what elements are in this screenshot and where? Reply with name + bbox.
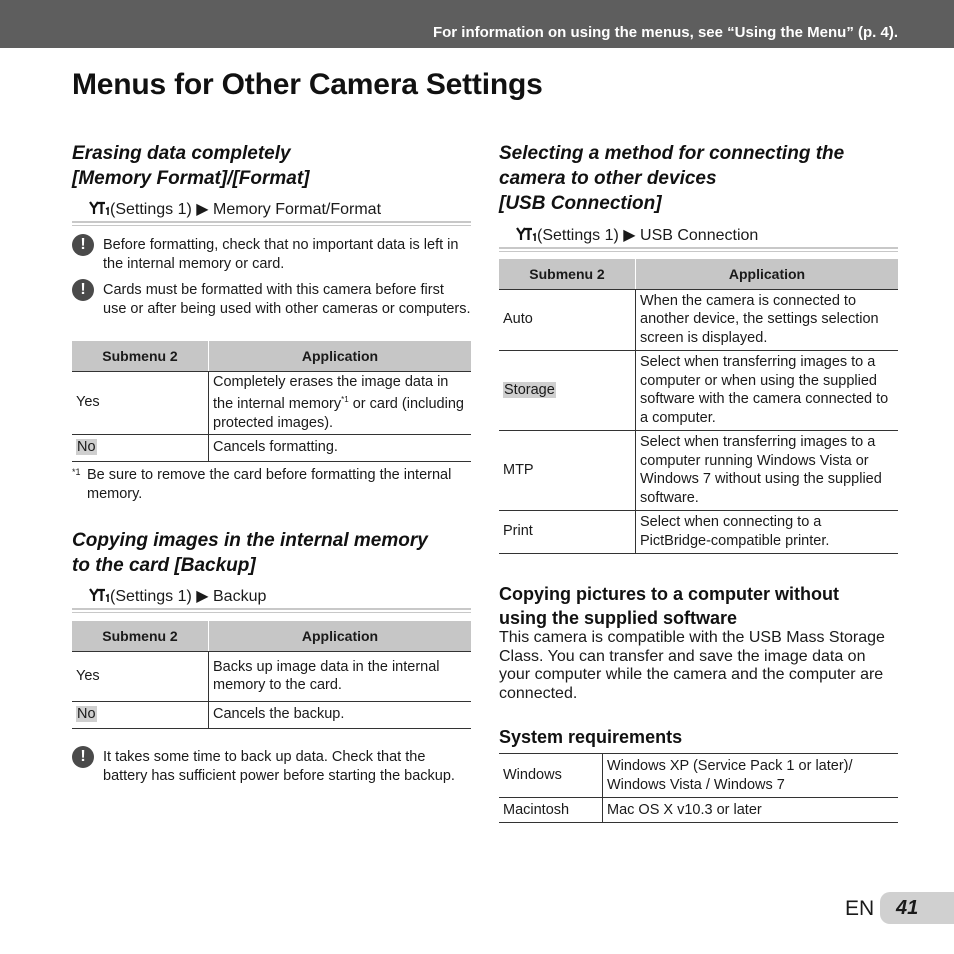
submenu-cell: Yes (72, 371, 209, 434)
caution-icon: ! (72, 746, 94, 768)
settings-wrench-icon (88, 587, 110, 603)
table-row (72, 371, 471, 434)
menu-reference-note: For information on using the menus, see “Using the Menu” (p. 4). (432, 24, 898, 41)
backup-table (72, 621, 471, 729)
submenu-cell: MTP (499, 430, 636, 510)
os-cell: Macintosh (499, 798, 603, 823)
table-row (72, 701, 471, 728)
format-table (72, 341, 471, 462)
requirement-cell: Mac OS X v10.3 or later (603, 798, 899, 823)
settings-wrench-icon (88, 200, 110, 216)
caution-icon: ! (72, 234, 94, 256)
submenu-cell: No (72, 701, 209, 728)
application-cell: Select when transferring images to a computer or when using the supplied software with the camera connected to a computer. (636, 350, 899, 430)
usb-section-title: Selecting a method for connecting the camera to other devices [USB Connection] (499, 143, 845, 214)
page-number: 41 (896, 897, 919, 919)
submenu-cell: Auto (499, 289, 636, 350)
application-cell: Completely erases the image data in the internal memory$^{*1}$ or card (including protected images). (209, 371, 472, 434)
table-row (499, 510, 898, 553)
backup-menu-path (72, 586, 471, 610)
application-cell: Backs up image data in the internal memory to the card. (209, 651, 472, 701)
table-row (499, 798, 898, 823)
table-row (499, 754, 898, 798)
application-cell: When the camera is connected to another device, the settings selection screen is displayed. (636, 289, 899, 350)
language-label: EN (845, 897, 875, 920)
table-header: Submenu 2 (499, 259, 636, 289)
submenu-cell: No (72, 434, 209, 461)
table-header: Submenu 2 (72, 621, 209, 651)
path-rule (499, 247, 898, 252)
copying-section-title: Copying pictures to a computer without using the supplied software (499, 584, 840, 628)
system-requirements-title: System requirements (499, 727, 683, 747)
requirement-cell: Windows XP (Service Pack 1 or later)/ Windows Vista / Windows 7 (603, 754, 899, 798)
submenu-cell: Storage (499, 350, 636, 430)
page-title: Menus for Other Camera Settings (72, 68, 543, 101)
format-menu-path (72, 199, 471, 223)
table-row (499, 289, 898, 350)
application-cell: Cancels formatting. (209, 434, 472, 461)
backup-path-text: (Settings 1) ▶ Backup (110, 588, 267, 605)
application-cell: Cancels the backup. (209, 701, 472, 728)
os-cell: Windows (499, 754, 603, 798)
table-row (72, 434, 471, 461)
application-cell: Select when transferring images to a computer running Windows Vista or Windows 7 without using the supplied software. (636, 430, 899, 510)
usb-table (499, 259, 898, 554)
table-row (72, 651, 471, 701)
settings-wrench-icon (515, 226, 537, 242)
format-section-title: Erasing data completely [Memory Format]/[Format] (72, 143, 310, 189)
usb-menu-path (499, 225, 898, 249)
table-header: Application (209, 621, 472, 651)
usb-path-text: (Settings 1) ▶ USB Connection (537, 227, 759, 244)
table-header: Submenu 2 (72, 341, 209, 371)
path-rule (72, 221, 471, 226)
table-row (499, 350, 898, 430)
top-banner (0, 0, 954, 48)
system-requirements-table (499, 753, 898, 823)
table-header: Application (209, 341, 472, 371)
application-cell: Select when connecting to a PictBridge-compatible printer. (636, 510, 899, 553)
submenu-cell: Yes (72, 651, 209, 701)
caution-icon: ! (72, 279, 94, 301)
backup-section-title: Copying images in the internal memory to the card [Backup] (72, 530, 428, 576)
path-rule (72, 608, 471, 613)
submenu-cell: Print (499, 510, 636, 553)
page-number-tab (880, 892, 954, 924)
table-row (499, 430, 898, 510)
copying-body-text: This camera is compatible with the USB Mass Storage Class. You can transfer and save the image data on your computer while the camera and the computer are connected. (499, 629, 885, 702)
table-header: Application (636, 259, 899, 289)
format-path-text: (Settings 1) ▶ Memory Format/Format (110, 201, 382, 218)
